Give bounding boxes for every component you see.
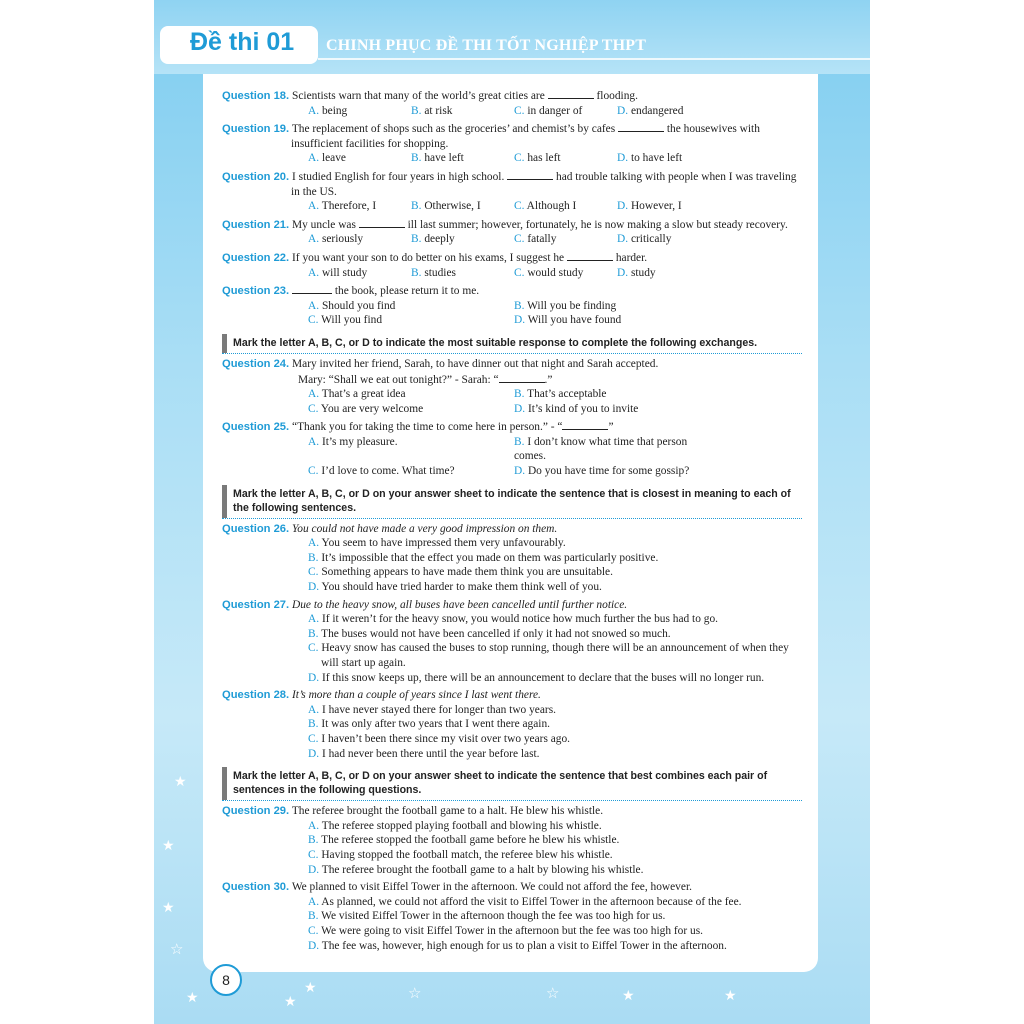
option-letter: B. [308,834,319,847]
option-letter: B. [411,200,422,213]
question-text: ill last summer; however, fortunately, he is now making a slow but steady recovery. [407,218,788,231]
option-letter: B. [411,266,422,279]
answer-blank [548,88,594,99]
option-text: I have never stayed there for longer than two years. [321,703,556,716]
answer-blank [507,169,553,180]
option: C. I’d love to come. What time? [308,465,455,478]
option [617,232,720,247]
option [308,895,802,910]
question-stem [222,250,802,266]
question-stem [222,688,802,703]
option-text: endangered [630,104,684,117]
option-text: The referee stopped the football game before he blew his whistle. [321,834,620,847]
option-text: Therefore, I [321,200,377,213]
option-text: studies [424,266,456,279]
star-icon: ★ [724,988,737,1004]
option [617,199,720,214]
question-stem [222,357,802,372]
options [222,104,802,119]
option: B. That’s acceptable [514,388,607,401]
option: A. Should you find [308,299,396,312]
option-text: Otherwise, I [424,200,481,213]
option-text: being [321,104,348,117]
option-text: leave [321,152,346,165]
option-letter: C. [514,104,525,117]
option [308,939,802,954]
option: A. It’s my pleasure. [308,435,398,448]
option-letter: A. [308,233,320,246]
option-text: The buses would not have been cancelled if only it had not snowed so much. [321,627,671,640]
option [308,717,802,732]
questions-group-c [222,804,802,953]
option-letter: B. [308,627,319,640]
option-letter: D. [617,233,629,246]
question-stem: Question 25. “Thank you for taking the time to come here in person.” - “ ” [222,421,614,434]
option [411,232,514,247]
question-label: Question 25. [222,421,290,434]
option-letter: D. [617,104,629,117]
question-text: It’s more than a couple of years since I last went there. [292,689,541,702]
option-text: The referee stopped playing football and blowing his whistle. [321,819,602,832]
option-text: has left [527,152,561,165]
question-label: Question 22. [222,251,290,264]
option-letter: B. [308,910,319,923]
option-text: Although I [526,200,577,213]
question-text: the housewives with insufficient facilities for shopping. [291,123,760,150]
option [308,565,802,580]
option [514,104,617,119]
question-label: Question 26. [222,522,290,535]
option-letter: C. [308,732,319,745]
option [308,703,802,718]
option-letter: A. [308,104,320,117]
option-text: fatally [527,233,557,246]
option [308,747,802,762]
option-letter: C. [308,924,319,937]
header-subtitle: CHINH PHỤC ĐỀ THI TỐT NGHIỆP THPT [326,37,647,54]
option-text: As planned, we could not afford the visit to Eiffel Tower in the afternoon because of the fee. [321,895,742,908]
option [308,536,802,551]
question-label: Question 27. [222,598,290,611]
question-stem [222,522,802,537]
option [308,819,802,834]
answer-blank [359,217,405,228]
options [222,387,802,416]
option: D. It’s kind of you to invite [514,402,639,415]
option [308,833,802,848]
option-text: You seem to have impressed them very unfavourably. [321,537,566,550]
option-text: If this snow keeps up, there will be an announcement to declare that the buses will no longer run. [321,671,765,684]
question-label: Question 18. [222,90,290,102]
question-stem [222,121,802,151]
options [222,819,802,877]
option-letter: B. [411,104,422,117]
option: A. That’s a great idea [308,388,406,401]
star-icon: ★ [162,838,175,854]
answer-blank [618,121,664,132]
option-letter: D. [308,863,320,876]
option-letter: C. [514,233,525,246]
option [308,732,802,747]
question-text: Mary invited her friend, Sarah, to have dinner out that night and Sarah accepted. [292,357,659,370]
question-text: Scientists warn that many of the world’s great cities are [292,90,545,102]
option [617,266,720,281]
question-label: Question 28. [222,689,290,702]
option [308,551,802,566]
question-label: Question 24. [222,357,290,370]
option-text: The fee was, however, high enough for us to plan a visit to Eiffel Tower in the afternoon. [321,939,727,952]
option-letter: D. [308,939,320,952]
section-instruction-3: Mark the letter A, B, C, or D on your answer sheet to indicate the sentence that best combines each pair of sentences in the following questions. [222,767,802,801]
option [308,641,802,670]
question-text: You could not have made a very good impression on them. [292,522,558,535]
question-text: My uncle was [292,218,356,231]
option-letter: A. [308,819,320,832]
question-stem [222,88,802,104]
option-text: We visited Eiffel Tower in the afternoon though the fee was too high for us. [321,910,666,923]
option-text: critically [630,233,672,246]
star-icon: ★ [174,774,187,790]
options [222,536,802,594]
header-title: Đề thi 01 [190,28,295,56]
option-letter: D. [617,200,629,213]
option-letter: C. [308,848,319,861]
option [308,671,802,686]
option-text: deeply [424,233,455,246]
question-label: Question 30. [222,881,290,894]
option [514,151,617,166]
option-letter: D. [308,747,320,760]
option [308,104,411,119]
option [308,612,802,627]
question-text: had trouble talking with people when I was traveling in the US. [291,170,797,198]
option-letter: A. [308,703,320,716]
questions-group-a [222,88,802,280]
question-stem [222,217,802,233]
star-icon: ★ [622,988,635,1004]
option-text: seriously [321,233,364,246]
options [222,266,802,281]
option-text: I had never been there until the year before last. [321,747,540,760]
star-icon: ★ [304,980,317,996]
page-number: 8 [210,964,242,996]
option-text: study [630,266,656,279]
option-text: It’s impossible that the effect you made on them was particularly positive. [321,551,659,564]
option [514,266,617,281]
option [411,104,514,119]
option: D. Do you have time for some gossip? [514,465,690,478]
option: B. I don’t know what time that person comes. [514,435,688,463]
option [514,232,617,247]
options [222,895,802,953]
option-letter: B. [411,152,422,165]
question-text: I studied English for four years in high school. [292,170,505,183]
question-block [222,804,802,877]
option-text: would study [527,266,584,279]
option-letter: D. [617,152,629,165]
option [308,266,411,281]
option-letter: A. [308,266,320,279]
option [411,266,514,281]
option-letter: D. [308,671,320,684]
options [222,435,802,479]
option: D. Will you have found [514,314,622,327]
question-label: Question 29. [222,805,290,818]
answer-blank [567,250,613,261]
option-text: If it weren’t for the heavy snow, you would notice how much further the bus had to go. [321,613,718,626]
question-stem [222,169,802,199]
question-block [222,88,802,118]
star-icon: ★ [186,990,199,1006]
option: C. You are very welcome [308,402,424,415]
star-outline-icon: ☆ [170,940,184,958]
option-letter: A. [308,152,320,165]
section-instruction-2: Mark the letter A, B, C, or D on your answer sheet to indicate the sentence that is closest in meaning to each of the following sentences. [222,485,802,519]
question-text: The referee brought the football game to a halt. He blew his whistle. [291,805,604,818]
section-instruction-1: Mark the letter A, B, C, or D to indicate the most suitable response to complete the following exchanges. [222,334,802,354]
option-text: have left [424,152,464,165]
option-letter: B. [308,551,319,564]
option-letter: D. [308,581,320,594]
question-label: Question 19. [222,123,290,136]
option-letter: A. [308,895,320,908]
question-25 [222,419,802,478]
question-block [222,688,802,761]
question-stem [222,598,802,613]
option-text: Having stopped the football match, the referee blew his whistle. [321,848,613,861]
star-icon: ★ [284,994,297,1010]
question-text: flooding. [596,90,638,102]
question-text: If you want your son to do better on his exams, I suggest he [292,251,565,264]
option-letter: C. [514,200,525,213]
option [411,151,514,166]
option-text: in danger of [527,104,583,117]
option-text: will study [321,266,368,279]
question-block [222,598,802,686]
option-letter: C. [308,566,319,579]
option-text: to have left [630,152,683,165]
question-stem [222,880,802,895]
option [308,580,802,595]
option [617,151,720,166]
question-text: Due to the heavy snow, all buses have been cancelled until further notice. [292,598,628,611]
question-text: the book, please return it to me. [334,285,480,298]
question-stem [222,283,802,299]
option: C. Will you find [308,314,383,327]
option-letter: A. [308,200,320,213]
option-letter: A. [308,537,320,550]
answer-blank [499,372,545,383]
question-text: We planned to visit Eiffel Tower in the afternoon. We could not afford the fee, however. [291,881,692,894]
option-text: Heavy snow has caused the buses to stop running, though there will be an announcement of when they will start up again. [321,642,789,669]
option [308,909,802,924]
option: B. Will you be finding [514,299,617,312]
option [617,104,720,119]
question-block [222,250,802,280]
option-text: I haven’t been there since my visit over two years ago. [321,732,571,745]
dialog-line: Mary: “Shall we eat out tonight?” - Sarah: “ .” [298,373,553,386]
options [222,299,802,328]
option-letter: A. [308,613,320,626]
options [222,199,802,214]
option [308,151,411,166]
option [308,627,802,642]
option [308,199,411,214]
option-letter: B. [411,233,422,246]
question-block [222,522,802,595]
option-letter: C. [514,266,525,279]
option-text: However, I [630,200,682,213]
question-text: harder. [615,251,648,264]
option-letter: D. [617,266,629,279]
question-label: Question 20. [222,170,290,183]
question-content [222,88,802,956]
options [222,703,802,761]
answer-blank [562,419,608,430]
question-stem [222,804,802,819]
options [222,151,802,166]
options [222,232,802,247]
answer-blank [292,283,332,294]
question-label: Question 21. [222,218,290,231]
header-divider [318,58,870,60]
question-block [222,217,802,247]
option-text: at risk [424,104,453,117]
option-text: The referee brought the football game to a halt by blowing his whistle. [321,863,644,876]
option [308,848,802,863]
star-outline-icon: ☆ [408,984,422,1002]
option-text: You should have tried harder to make them think well of you. [321,581,602,594]
option [308,924,802,939]
option-text: Something appears to have made them think you are unsuitable. [321,566,613,579]
option [308,863,802,878]
question-block [222,880,802,953]
star-icon: ★ [162,900,175,916]
option-letter: C. [514,152,525,165]
question-text: The replacement of shops such as the groceries’ and chemist’s by cafes [291,123,616,136]
option [514,199,617,214]
questions-group-b [222,522,802,762]
star-outline-icon: ☆ [546,984,560,1002]
question-23 [222,283,802,328]
option-text: We were going to visit Eiffel Tower in the afternoon but the fee was too high for us. [321,924,703,937]
option-letter: C. [308,642,319,655]
question-label: Question 23. [222,285,290,298]
options [222,612,802,685]
question-block [222,169,802,214]
option [308,232,411,247]
option-text: It was only after two years that I went there again. [321,718,550,731]
question-24 [222,357,802,416]
option [411,199,514,214]
question-block [222,121,802,166]
option-letter: B. [308,718,319,731]
